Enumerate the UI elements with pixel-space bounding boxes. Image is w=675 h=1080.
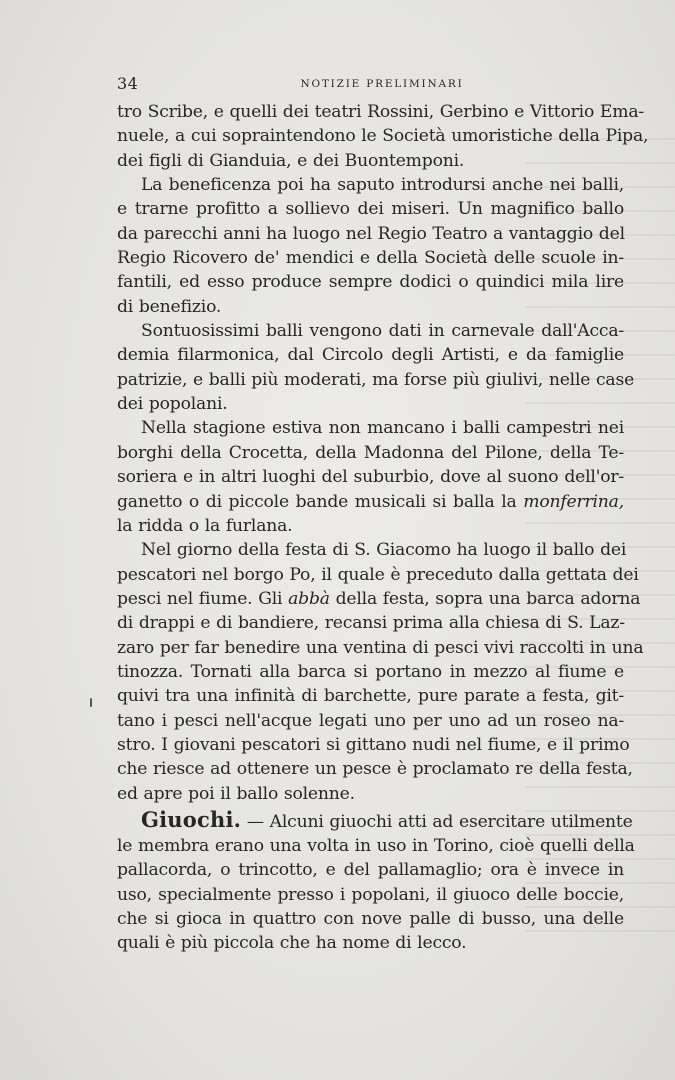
text-line: patrizie, e balli più moderati, ma forse più giulivi, nelle case bbox=[117, 369, 635, 390]
text-line: fantili, ed esso produce sempre dodici o quindici mila lire bbox=[117, 272, 624, 293]
section-heading: Giuochi. bbox=[141, 806, 242, 832]
text-line: zaro per far benedire una ventina di pesci vivi raccolti in una bbox=[117, 637, 644, 658]
text-line: nuele, a cui sopraintendono le Società umoristiche della Pipa, bbox=[117, 126, 649, 147]
text-line: quivi tra una infinità di barchette, pure parate a festa, git- bbox=[117, 686, 624, 707]
text-line: dei popolani. bbox=[117, 394, 228, 415]
text-line: dei figli di Gianduia, e dei Buontemponi. bbox=[117, 150, 465, 171]
section-heading-line bbox=[117, 806, 633, 834]
text-span: ganetto o di piccole bande musicali si balla la bbox=[117, 491, 517, 512]
text-line: Nel giorno della festa di S. Giacomo ha luogo il ballo dei bbox=[141, 540, 627, 561]
text-line: tro Scribe, e quelli dei teatri Rossini, Gerbino e Vittorio Ema- bbox=[117, 102, 644, 122]
running-head: NOTIZIE PRELIMINARI bbox=[300, 78, 464, 90]
text-line: ed apre poi il ballo solenne. bbox=[117, 783, 355, 804]
text-line: demia filarmonica, dal Circolo degli Artisti, e da famiglie bbox=[117, 345, 624, 366]
text-span: — Alcuni giuochi atti ad esercitare utilmente bbox=[246, 811, 633, 832]
text-line: La beneficenza poi ha saputo introdursi anche nei balli, bbox=[141, 175, 624, 196]
page-header bbox=[117, 74, 623, 96]
text-line: da parecchi anni ha luogo nel Regio Teatro a vantaggio del bbox=[117, 223, 625, 244]
text-line: le membra erano una volta in uso in Torino, cioè quelli della bbox=[117, 835, 635, 856]
text-line: di drappi e di bandiere, recansi prima alla chiesa di S. Laz- bbox=[117, 613, 625, 634]
text-line: che si gioca in quattro con nove palle di busso, una delle bbox=[117, 909, 624, 929]
text-line bbox=[117, 490, 624, 514]
text-line: di benefizio. bbox=[117, 296, 222, 317]
text-line: quali è più piccola che ha nome di lecco. bbox=[117, 933, 467, 954]
text-line: stro. I giovani pescatori si gittano nudi nel fiume, e il primo bbox=[117, 734, 630, 755]
body-text bbox=[117, 100, 649, 956]
text-line bbox=[117, 587, 641, 611]
text-span: della festa, sopra una barca adorna bbox=[335, 588, 641, 609]
text-line: pescatori nel borgo Po, il quale è preceduto dalla gettata dei bbox=[117, 564, 639, 585]
page-number: 34 bbox=[117, 74, 139, 93]
text-line: tinozza. Tornati alla barca si portano in mezzo al fiume e bbox=[117, 661, 624, 682]
text-line: borghi della Crocetta, della Madonna del Pilone, della Te- bbox=[117, 442, 624, 463]
text-line: Sontuosissimi balli vengono dati in carnevale dall'Acca- bbox=[141, 321, 624, 342]
text-line: Regio Ricovero de' mendici e della Società delle scuole in- bbox=[117, 248, 624, 269]
text-line: soriera e in altri luoghi del suburbio, dove al suono dell'or- bbox=[117, 467, 624, 488]
italic-word: abbà bbox=[288, 588, 330, 609]
ink-speck bbox=[90, 698, 92, 707]
text-line: tano i pesci nell'acque legati uno per uno ad un roseo na- bbox=[117, 710, 624, 731]
text-line: uso, specialmente presso i popolani, il giuoco delle boccie, bbox=[117, 884, 624, 905]
text-span: pesci nel fiume. Gli bbox=[117, 588, 283, 609]
text-line: Nella stagione estiva non mancano i balli campestri nei bbox=[141, 418, 624, 439]
italic-word: monferrina, bbox=[523, 491, 624, 512]
text-line: e trarne profitto a sollievo dei miseri. Un magnifico ballo bbox=[117, 199, 624, 220]
text-line: la ridda o la furlana. bbox=[117, 515, 293, 536]
text-line: che riesce ad ottenere un pesce è proclamato re della festa, bbox=[117, 759, 633, 780]
text-line: pallacorda, o trincotto, e del pallamaglio; ora è invece in bbox=[117, 860, 624, 881]
